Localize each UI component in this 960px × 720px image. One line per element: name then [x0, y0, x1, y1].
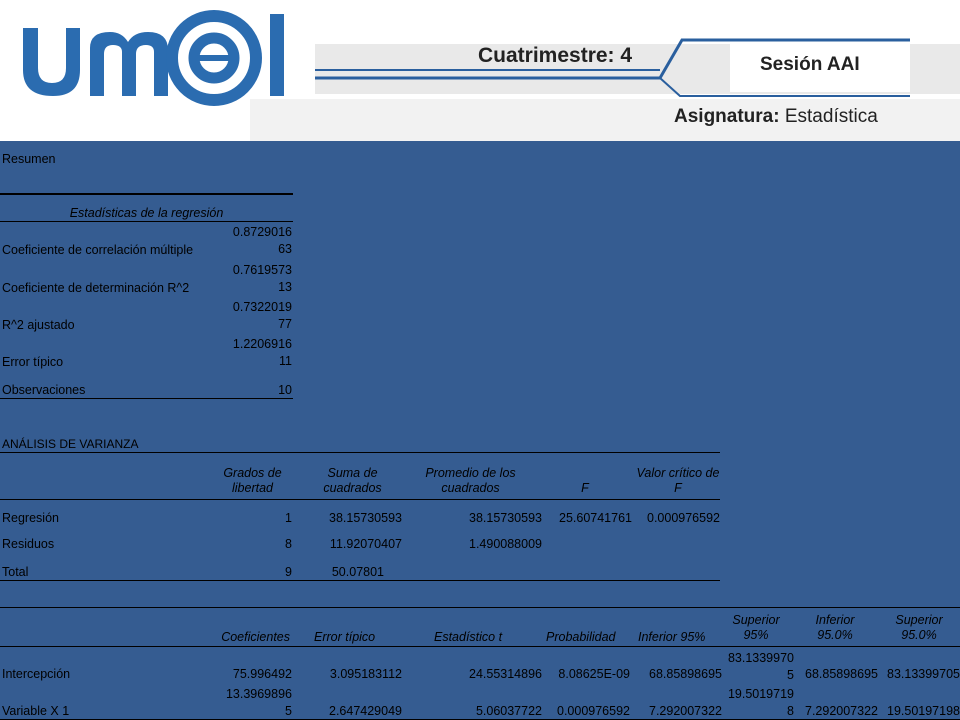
stat-value: 1.220691611	[232, 337, 292, 368]
coef-header: Probabilidad	[546, 630, 616, 644]
stat-value: 10	[278, 383, 292, 397]
asignatura-label	[674, 106, 878, 128]
coef-header: Coeficientes	[221, 630, 290, 644]
anova-cell: 11.92070407	[329, 537, 402, 551]
coef-header: Superior 95%	[732, 613, 780, 642]
coef-cell: 19.50197198	[887, 704, 960, 718]
coef-cell: 83.13399705	[887, 667, 960, 681]
coef-header: Superior 95.0%	[895, 613, 943, 642]
coef-cell: 8.08625E-09	[558, 667, 630, 681]
anova-header-sigf: Valor crítico de F	[636, 466, 720, 495]
anova-cell: 50.07801	[331, 565, 384, 579]
anova-header-ms: Promedio de los cuadrados	[425, 466, 516, 495]
anova-header-rule	[0, 499, 720, 500]
stat-value: 0.761957313	[232, 263, 292, 294]
coef-cell: 2.647429049	[329, 704, 402, 718]
coef-cell: 7.292007322	[649, 704, 722, 718]
stat-label: Coeficiente de correlación múltiple	[2, 243, 194, 257]
anova-header-f: F	[581, 481, 589, 495]
anova-row-label: Residuos	[2, 537, 55, 551]
coef-top-rule	[0, 607, 960, 608]
stat-label: Observaciones	[2, 383, 86, 397]
stat-label: R^2 ajustado	[2, 318, 75, 332]
coef-header: Inferior 95.0%	[815, 613, 855, 642]
anova-row-label: Regresión	[2, 511, 59, 525]
anova-cell: 8	[285, 537, 292, 551]
coef-cell: 5.06037722	[475, 704, 542, 718]
asignatura-key: Asignatura:	[674, 106, 780, 127]
resumen-bottom-rule	[0, 398, 293, 399]
anova-header-df: Grados de libertad	[223, 466, 282, 495]
coef-header: Error típico	[314, 630, 376, 644]
stat-label: Error típico	[2, 355, 64, 369]
anova-cell: 38.15730593	[469, 511, 542, 525]
coef-cell: 68.85898695	[649, 667, 722, 681]
coef-header: Estadístico t	[434, 630, 503, 644]
asignatura-value: Estadística	[784, 106, 878, 127]
anova-cell: 1	[285, 511, 292, 525]
coef-cell: 75.996492	[232, 667, 292, 681]
sesion-label: Sesión AAI	[760, 54, 860, 75]
anova-top-rule	[0, 452, 720, 453]
stat-label: Coeficiente de determinación R^2	[2, 281, 190, 295]
stat-value: 0.732201977	[232, 300, 292, 331]
stats-title: Estadísticas de la regresión	[69, 206, 224, 220]
anova-cell: 0.000976592	[647, 511, 720, 525]
coef-cell: 3.095183112	[329, 667, 402, 681]
coef-cell: 19.50197198	[727, 687, 794, 718]
resumen-title: Resumen	[2, 152, 56, 166]
anova-cell: 9	[285, 565, 292, 579]
coef-cell: 83.13399705	[727, 651, 794, 682]
anova-title: ANÁLISIS DE VARIANZA	[2, 437, 139, 451]
coef-row-label: Intercepción	[2, 667, 71, 681]
anova-row-label: Total	[2, 565, 29, 579]
coef-header: Inferior 95%	[638, 630, 706, 644]
stat-value: 0.872901663	[232, 225, 292, 256]
coef-cell: 24.55314896	[469, 667, 542, 681]
anova-cell: 38.15730593	[329, 511, 402, 525]
logo-text: umel	[18, 8, 21, 9]
stats-title-rule	[0, 221, 293, 222]
cuatrimestre-label: Cuatrimestre: 4	[478, 44, 633, 67]
resumen-top-rule	[0, 193, 293, 195]
coef-header-rule	[0, 646, 960, 647]
umel-logo	[18, 8, 308, 108]
anova-header-ss: Suma de cuadrados	[323, 466, 382, 495]
coef-cell: 0.000976592	[557, 704, 630, 718]
anova-bottom-rule	[0, 580, 720, 581]
anova-cell: 1.490088009	[469, 537, 542, 551]
page-header	[0, 0, 960, 141]
coef-row-label: Variable X 1	[2, 704, 70, 718]
coef-cell: 7.292007322	[805, 704, 878, 718]
coef-cell: 13.39698965	[225, 687, 292, 718]
coef-cell: 68.85898695	[805, 667, 878, 681]
anova-cell: 25.60741761	[559, 511, 632, 525]
